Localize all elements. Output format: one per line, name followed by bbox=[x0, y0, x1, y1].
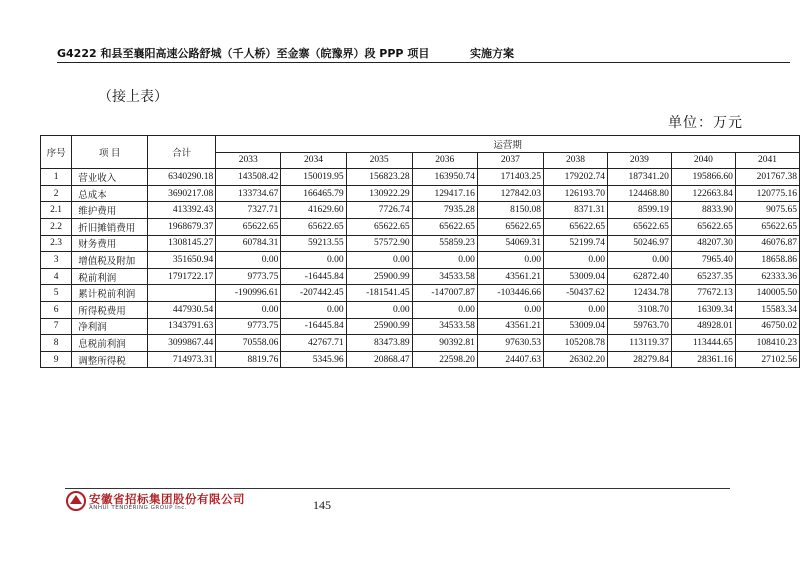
row-value: 166465.79 bbox=[281, 185, 346, 202]
header-seq: 序号 bbox=[41, 136, 72, 169]
row-value: 0.00 bbox=[412, 252, 477, 269]
row-total: 413392.43 bbox=[148, 202, 216, 219]
row-value: 171403.25 bbox=[477, 169, 543, 186]
row-value: -181541.45 bbox=[346, 285, 412, 302]
unit-label: 单位：万元 bbox=[668, 115, 743, 131]
row-value: 108410.23 bbox=[735, 335, 799, 352]
table-row bbox=[41, 335, 800, 352]
row-value: 129417.16 bbox=[412, 185, 477, 202]
table-row bbox=[41, 252, 800, 269]
row-value: -190996.61 bbox=[216, 285, 281, 302]
row-value: 28361.16 bbox=[671, 351, 735, 368]
row-value: 41629.60 bbox=[281, 202, 346, 219]
row-item: 息税前利润 bbox=[72, 335, 148, 352]
row-total: 714973.31 bbox=[148, 351, 216, 368]
row-total: 6340290.18 bbox=[148, 169, 216, 186]
row-total bbox=[148, 285, 216, 302]
row-value: 5345.96 bbox=[281, 351, 346, 368]
header-year: 2036 bbox=[412, 152, 477, 169]
header-divider bbox=[57, 62, 790, 63]
row-value: 0.00 bbox=[477, 301, 543, 318]
row-value: 77672.13 bbox=[671, 285, 735, 302]
row-total: 3690217.08 bbox=[148, 185, 216, 202]
header-item: 项 目 bbox=[72, 136, 148, 169]
row-value: 0.00 bbox=[607, 252, 671, 269]
row-value: 46750.02 bbox=[735, 318, 799, 335]
row-item: 折旧摊销费用 bbox=[72, 218, 148, 235]
row-value: 0.00 bbox=[543, 252, 607, 269]
row-value: 8819.76 bbox=[216, 351, 281, 368]
row-item: 税前利润 bbox=[72, 268, 148, 285]
row-value: 150019.95 bbox=[281, 169, 346, 186]
row-value: 0.00 bbox=[543, 301, 607, 318]
table-row bbox=[41, 169, 800, 186]
row-item: 增值税及附加 bbox=[72, 252, 148, 269]
row-value: 8150.08 bbox=[477, 202, 543, 219]
row-value: 120775.16 bbox=[735, 185, 799, 202]
row-value: 65622.65 bbox=[543, 218, 607, 235]
row-value: -207442.45 bbox=[281, 285, 346, 302]
header-year: 2038 bbox=[543, 152, 607, 169]
footer-divider bbox=[65, 488, 730, 489]
row-value: 15583.34 bbox=[735, 301, 799, 318]
header-year: 2040 bbox=[671, 152, 735, 169]
row-value: 140005.50 bbox=[735, 285, 799, 302]
row-value: 8833.90 bbox=[671, 202, 735, 219]
row-value: 7327.71 bbox=[216, 202, 281, 219]
row-value: 12434.78 bbox=[607, 285, 671, 302]
row-value: 59213.55 bbox=[281, 235, 346, 252]
logo-emblem-icon bbox=[65, 490, 87, 512]
row-value: 83473.89 bbox=[346, 335, 412, 352]
row-value: 34533.58 bbox=[412, 318, 477, 335]
header-operation-period: 运营期 bbox=[216, 136, 800, 153]
logo-company-name: 安徽省招标集团股份有限公司 bbox=[89, 492, 245, 506]
row-value: 46076.87 bbox=[735, 235, 799, 252]
row-seq: 2 bbox=[41, 185, 72, 202]
row-seq: 4 bbox=[41, 268, 72, 285]
row-item: 调整所得税 bbox=[72, 351, 148, 368]
row-value: 133734.67 bbox=[216, 185, 281, 202]
row-value: 20868.47 bbox=[346, 351, 412, 368]
row-total: 447930.54 bbox=[148, 301, 216, 318]
row-value: 113119.37 bbox=[607, 335, 671, 352]
row-value: 65622.65 bbox=[735, 218, 799, 235]
table-body bbox=[41, 169, 800, 368]
row-value: 127842.03 bbox=[477, 185, 543, 202]
row-value: 25900.99 bbox=[346, 268, 412, 285]
document-title: G4222 和县至襄阳高速公路舒城（千人桥）至金寨（皖豫界）段 PPP 项目 bbox=[57, 47, 430, 60]
row-value: 8599.19 bbox=[607, 202, 671, 219]
row-value: 54069.31 bbox=[477, 235, 543, 252]
row-value: 43561.21 bbox=[477, 318, 543, 335]
row-value: 9773.75 bbox=[216, 318, 281, 335]
page-number: 145 bbox=[313, 498, 331, 512]
row-value: 0.00 bbox=[281, 252, 346, 269]
row-value: 25900.99 bbox=[346, 318, 412, 335]
row-seq: 5 bbox=[41, 285, 72, 302]
row-value: 65622.65 bbox=[671, 218, 735, 235]
row-seq: 2.1 bbox=[41, 202, 72, 219]
row-value: 62872.40 bbox=[607, 268, 671, 285]
table-row bbox=[41, 268, 800, 285]
row-seq: 2.2 bbox=[41, 218, 72, 235]
row-value: 0.00 bbox=[281, 301, 346, 318]
row-value: 143508.42 bbox=[216, 169, 281, 186]
row-item: 累计税前利润 bbox=[72, 285, 148, 302]
row-value: 90392.81 bbox=[412, 335, 477, 352]
row-value: 55859.23 bbox=[412, 235, 477, 252]
row-value: 122663.84 bbox=[671, 185, 735, 202]
table-header-row bbox=[41, 136, 800, 153]
row-value: 65622.65 bbox=[607, 218, 671, 235]
row-value: 97630.53 bbox=[477, 335, 543, 352]
row-total: 1308145.27 bbox=[148, 235, 216, 252]
row-value: 65622.65 bbox=[412, 218, 477, 235]
table-row bbox=[41, 235, 800, 252]
header-year: 2039 bbox=[607, 152, 671, 169]
row-value: 24407.63 bbox=[477, 351, 543, 368]
row-item: 所得税费用 bbox=[72, 301, 148, 318]
row-value: 0.00 bbox=[346, 301, 412, 318]
header-year: 2033 bbox=[216, 152, 281, 169]
row-value: 201767.38 bbox=[735, 169, 799, 186]
row-value: 0.00 bbox=[412, 301, 477, 318]
row-value: 16309.34 bbox=[671, 301, 735, 318]
row-value: 124468.80 bbox=[607, 185, 671, 202]
row-value: 50246.97 bbox=[607, 235, 671, 252]
row-value: 34533.58 bbox=[412, 268, 477, 285]
row-value: 195866.60 bbox=[671, 169, 735, 186]
row-value: 65622.65 bbox=[346, 218, 412, 235]
row-total: 1968679.37 bbox=[148, 218, 216, 235]
row-value: 156823.28 bbox=[346, 169, 412, 186]
row-value: -50437.62 bbox=[543, 285, 607, 302]
row-seq: 7 bbox=[41, 318, 72, 335]
row-total: 1791722.17 bbox=[148, 268, 216, 285]
row-value: 0.00 bbox=[346, 252, 412, 269]
row-value: 65622.65 bbox=[216, 218, 281, 235]
row-item: 净利润 bbox=[72, 318, 148, 335]
row-value: 60784.31 bbox=[216, 235, 281, 252]
row-value: 65237.35 bbox=[671, 268, 735, 285]
row-value: 113444.65 bbox=[671, 335, 735, 352]
row-value: 0.00 bbox=[477, 252, 543, 269]
row-value: 28279.84 bbox=[607, 351, 671, 368]
header-total: 合计 bbox=[148, 136, 216, 169]
row-value: -103446.66 bbox=[477, 285, 543, 302]
table-row bbox=[41, 351, 800, 368]
row-value: 9075.65 bbox=[735, 202, 799, 219]
row-value: -16445.84 bbox=[281, 268, 346, 285]
row-value: 62333.36 bbox=[735, 268, 799, 285]
row-value: 105208.78 bbox=[543, 335, 607, 352]
row-value: 126193.70 bbox=[543, 185, 607, 202]
table-row bbox=[41, 218, 800, 235]
row-value: 18658.86 bbox=[735, 252, 799, 269]
row-total: 1343791.63 bbox=[148, 318, 216, 335]
table-row bbox=[41, 285, 800, 302]
table-row bbox=[41, 318, 800, 335]
row-value: 9773.75 bbox=[216, 268, 281, 285]
row-value: 27102.56 bbox=[735, 351, 799, 368]
row-value: 26302.20 bbox=[543, 351, 607, 368]
row-seq: 8 bbox=[41, 335, 72, 352]
row-value: 59763.70 bbox=[607, 318, 671, 335]
row-value: 53009.04 bbox=[543, 318, 607, 335]
row-value: -147007.87 bbox=[412, 285, 477, 302]
row-value: 130922.29 bbox=[346, 185, 412, 202]
row-value: 52199.74 bbox=[543, 235, 607, 252]
row-item: 维护费用 bbox=[72, 202, 148, 219]
row-value: 7726.74 bbox=[346, 202, 412, 219]
header-year: 2034 bbox=[281, 152, 346, 169]
row-value: 57572.90 bbox=[346, 235, 412, 252]
logo-company-subtitle: ANHUI TENDERING GROUP Inc. bbox=[89, 505, 188, 511]
table-row bbox=[41, 185, 800, 202]
row-value: 48207.30 bbox=[671, 235, 735, 252]
row-item: 营业收入 bbox=[72, 169, 148, 186]
row-item: 财务费用 bbox=[72, 235, 148, 252]
row-value: 0.00 bbox=[216, 252, 281, 269]
company-logo bbox=[65, 490, 245, 516]
document-section: 实施方案 bbox=[470, 47, 514, 60]
row-value: 179202.74 bbox=[543, 169, 607, 186]
row-value: 65622.65 bbox=[281, 218, 346, 235]
row-value: 70558.06 bbox=[216, 335, 281, 352]
row-value: 7965.40 bbox=[671, 252, 735, 269]
row-value: 48928.01 bbox=[671, 318, 735, 335]
row-value: 8371.31 bbox=[543, 202, 607, 219]
header-year: 2041 bbox=[735, 152, 799, 169]
row-value: 163950.74 bbox=[412, 169, 477, 186]
row-value: 65622.65 bbox=[477, 218, 543, 235]
row-seq: 2.3 bbox=[41, 235, 72, 252]
header-year: 2035 bbox=[346, 152, 412, 169]
row-seq: 1 bbox=[41, 169, 72, 186]
continued-label: （接上表） bbox=[98, 89, 168, 105]
table-row bbox=[41, 202, 800, 219]
row-seq: 3 bbox=[41, 252, 72, 269]
row-value: 22598.20 bbox=[412, 351, 477, 368]
row-value: 42767.71 bbox=[281, 335, 346, 352]
row-value: 0.00 bbox=[216, 301, 281, 318]
row-seq: 6 bbox=[41, 301, 72, 318]
row-seq: 9 bbox=[41, 351, 72, 368]
row-total: 351650.94 bbox=[148, 252, 216, 269]
row-value: 53009.04 bbox=[543, 268, 607, 285]
table-row bbox=[41, 301, 800, 318]
row-value: 3108.70 bbox=[607, 301, 671, 318]
row-value: 43561.21 bbox=[477, 268, 543, 285]
row-total: 3099867.44 bbox=[148, 335, 216, 352]
financial-table bbox=[40, 135, 800, 368]
row-value: 7935.28 bbox=[412, 202, 477, 219]
row-value: 187341.20 bbox=[607, 169, 671, 186]
header-year: 2037 bbox=[477, 152, 543, 169]
row-item: 总成本 bbox=[72, 185, 148, 202]
page-header bbox=[57, 45, 790, 59]
row-value: -16445.84 bbox=[281, 318, 346, 335]
